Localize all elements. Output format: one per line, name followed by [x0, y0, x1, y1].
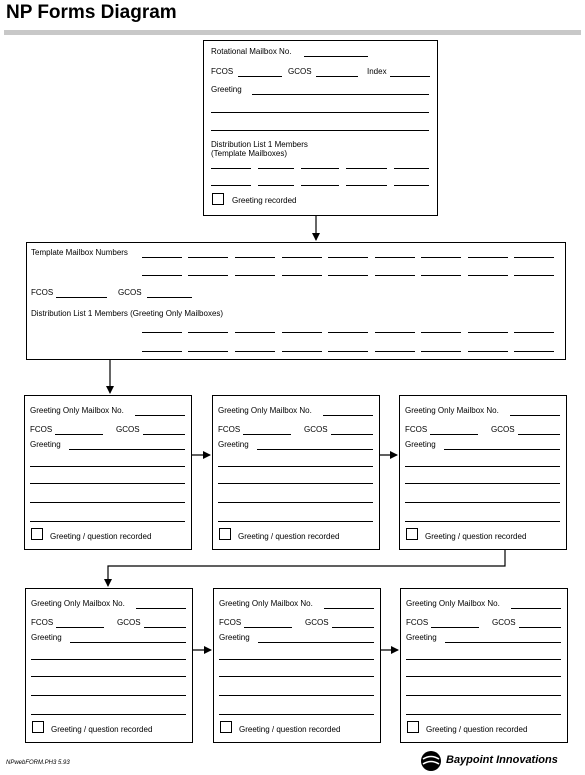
- greeting-mailbox-label: Greeting Only Mailbox No.: [218, 406, 312, 415]
- arrow-row-1-to-row-2: [108, 550, 505, 586]
- greeting-recorded-label: Greeting / question recorded: [426, 725, 528, 734]
- rotational-gcos-label: GCOS: [288, 67, 312, 76]
- footer-code: NPwebFORM.PH3 5.93: [6, 760, 70, 766]
- company-logo: [420, 748, 580, 774]
- rotational-greeting-label: Greeting: [211, 85, 242, 94]
- greeting-gcos-label: GCOS: [116, 425, 140, 434]
- greeting-mailbox-label: Greeting Only Mailbox No.: [30, 406, 124, 415]
- rotational-mailbox-label: Rotational Mailbox No.: [211, 47, 292, 56]
- greeting-gcos-label: GCOS: [304, 425, 328, 434]
- greeting-fcos-label: FCOS: [218, 425, 241, 434]
- rotational-index-label: Index: [367, 67, 387, 76]
- greeting-label: Greeting: [406, 633, 437, 642]
- greeting-mailbox-label: Greeting Only Mailbox No.: [31, 599, 125, 608]
- rotational-dl-label: Distribution List 1 Members: [211, 140, 308, 149]
- greeting-recorded-label: Greeting / question recorded: [51, 725, 153, 734]
- template-gcos-label: GCOS: [118, 288, 142, 297]
- greeting-recorded-label: Greeting / question recorded: [239, 725, 341, 734]
- greeting-mailbox-label: Greeting Only Mailbox No.: [219, 599, 313, 608]
- template-fcos-label: FCOS: [31, 288, 54, 297]
- greeting-mailbox-label: Greeting Only Mailbox No.: [406, 599, 500, 608]
- greeting-gcos-label: GCOS: [492, 618, 516, 627]
- greeting-label: Greeting: [219, 633, 250, 642]
- greeting-fcos-label: FCOS: [406, 618, 429, 627]
- greeting-mailbox-label: Greeting Only Mailbox No.: [405, 406, 499, 415]
- greeting-label: Greeting: [405, 440, 436, 449]
- greeting-label: Greeting: [218, 440, 249, 449]
- greeting-recorded-label: Greeting / question recorded: [50, 532, 152, 541]
- greeting-label: Greeting: [31, 633, 62, 642]
- greeting-recorded-label: Greeting / question recorded: [238, 532, 340, 541]
- greeting-gcos-label: GCOS: [491, 425, 515, 434]
- rotational-recorded-label: Greeting recorded: [232, 196, 297, 205]
- template-numbers-label: Template Mailbox Numbers: [31, 248, 128, 257]
- page-title: NP Forms Diagram: [6, 2, 177, 23]
- greeting-label: Greeting: [30, 440, 61, 449]
- greeting-fcos-label: FCOS: [30, 425, 53, 434]
- rotational-fcos-label: FCOS: [211, 67, 234, 76]
- rotational-dl-sublabel: (Template Mailboxes): [211, 149, 288, 158]
- greeting-fcos-label: FCOS: [405, 425, 428, 434]
- template-dl-label: Distribution List 1 Members (Greeting Only Mailboxes): [31, 309, 224, 318]
- greeting-gcos-label: GCOS: [117, 618, 141, 627]
- greeting-gcos-label: GCOS: [305, 618, 329, 627]
- greeting-recorded-label: Greeting / question recorded: [425, 532, 527, 541]
- globe-icon: [420, 750, 442, 772]
- greeting-fcos-label: FCOS: [31, 618, 54, 627]
- logo-text: Baypoint Innovations: [446, 754, 558, 766]
- greeting-fcos-label: FCOS: [219, 618, 242, 627]
